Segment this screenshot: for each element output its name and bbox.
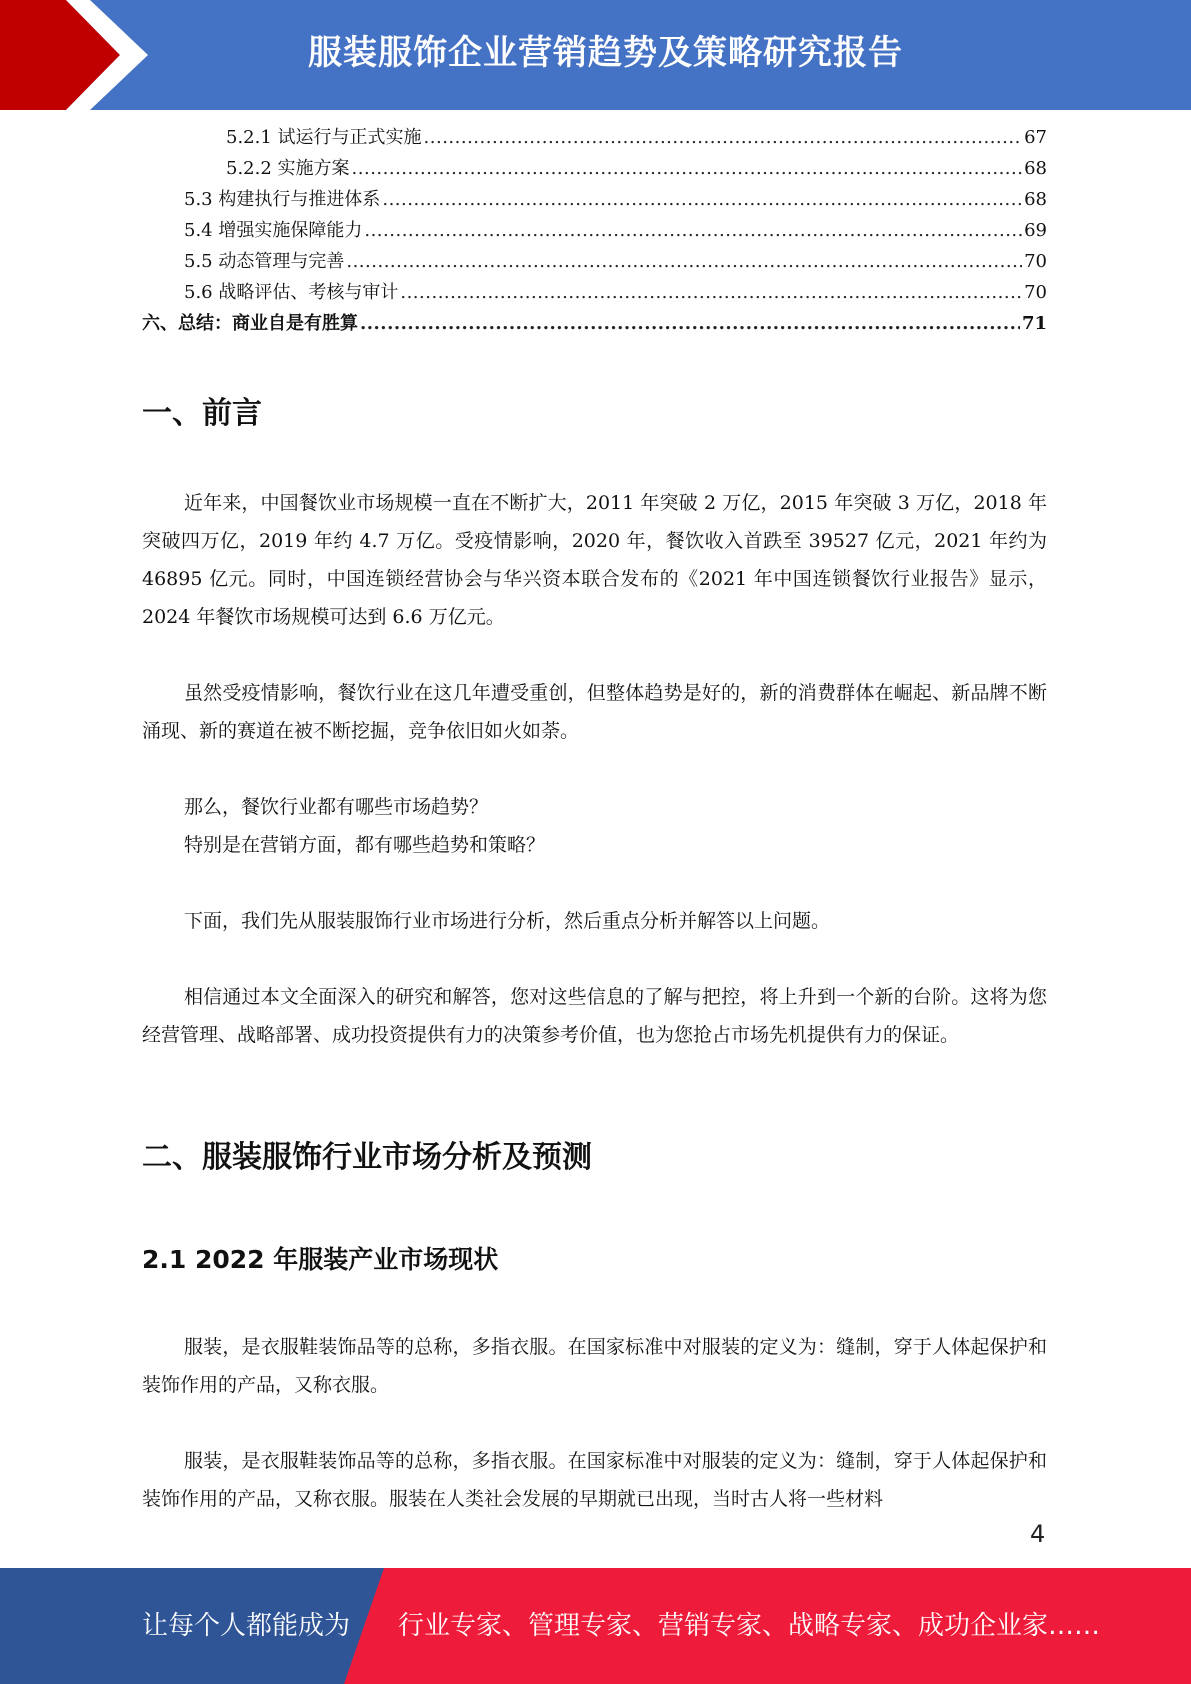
toc-entry-title: 5.4 增强实施保障能力 — [184, 220, 363, 241]
question-line: 特别是在营销方面，都有哪些趋势和策略？ — [184, 834, 546, 856]
table-of-contents — [142, 122, 1047, 339]
page-number: 4 — [1030, 1520, 1046, 1548]
toc-leader-dots — [360, 308, 1020, 339]
paragraph: 服装，是衣服鞋装饰品等的总称，多指衣服。在国家标准中对服装的定义为：缝制，穿于人体起保护和装饰作用的产品，又称衣服。服装在人类社会发展的早期就已出现，当时古人将一些材料 — [142, 1450, 1047, 1510]
toc-entry-title: 5.5 动态管理与完善 — [184, 251, 345, 272]
toc-entry-page: 70 — [1024, 282, 1047, 303]
toc-entry[interactable] — [142, 184, 1047, 215]
toc-entry-page: 68 — [1024, 158, 1047, 179]
toc-entry-title: 六、总结：商业自是有胜算 — [142, 313, 358, 334]
toc-leader-dots — [364, 215, 1022, 246]
toc-entry[interactable] — [142, 246, 1047, 277]
paragraph: 相信通过本文全面深入的研究和解答，您对这些信息的了解与把控，将上升到一个新的台阶。这将为您经营管理、战略部署、成功投资提供有力的决策参考价值，也为您抢占市场先机提供有力的保证。 — [142, 986, 1047, 1046]
toc-entry[interactable] — [142, 277, 1047, 308]
toc-leader-dots — [346, 246, 1022, 277]
paragraph: 服装，是衣服鞋装饰品等的总称，多指衣服。在国家标准中对服装的定义为：缝制，穿于人体起保护和装饰作用的产品，又称衣服。 — [142, 1336, 1047, 1396]
paragraph: 下面，我们先从服装服饰行业市场进行分析，然后重点分析并解答以上问题。 — [184, 910, 831, 932]
page-footer — [0, 1568, 1191, 1684]
toc-entry[interactable] — [142, 308, 1047, 339]
toc-entry[interactable] — [142, 215, 1047, 246]
question-line: 那么，餐饮行业都有哪些市场趋势？ — [184, 796, 489, 818]
section-heading-preface: 一、前言 — [142, 396, 262, 431]
toc-leader-dots — [382, 184, 1022, 215]
toc-entry-page: 71 — [1021, 313, 1047, 334]
toc-entry[interactable] — [142, 153, 1047, 184]
toc-entry-page: 69 — [1024, 220, 1047, 241]
toc-entry-title: 5.2.2 实施方案 — [226, 158, 350, 179]
subsection-heading: 2.1 2022 年服装产业市场现状 — [142, 1245, 499, 1274]
toc-leader-dots — [400, 277, 1022, 308]
footer-slogan-left: 让每个人都能成为 — [142, 1611, 351, 1641]
page-content — [142, 122, 1047, 1510]
report-title: 服装服饰企业营销趋势及策略研究报告 — [308, 33, 903, 73]
toc-entry-title: 5.3 构建执行与推进体系 — [184, 189, 381, 210]
footer-slogan-right: 行业专家、管理专家、营销专家、战略专家、成功企业家…… — [398, 1611, 1101, 1641]
toc-entry-title: 5.6 战略评估、考核与审计 — [184, 282, 399, 303]
section-heading-market-analysis: 二、服装服饰行业市场分析及预测 — [142, 1140, 592, 1175]
toc-entry-page: 68 — [1024, 189, 1047, 210]
toc-entry-page: 67 — [1024, 127, 1047, 148]
toc-entry-title: 5.2.1 试运行与正式实施 — [226, 127, 422, 148]
page-header — [0, 0, 1191, 110]
paragraph: 近年来，中国餐饮业市场规模一直在不断扩大，2011 年突破 2 万亿，2015 年突破 3 万亿，2018 年突破四万亿，2019 年约 4.7 万亿。受疫情影响，2020 年，餐饮收入首跌至 39527 亿元，2021 年约为 46895 亿元。同时，中国连锁经营协会与华兴资本联合发布的《2021 年中国连锁餐饮行业报告》显示，2024 年餐饮市场规模可达到 6.6 万亿元。 — [142, 492, 1047, 628]
toc-leader-dots — [352, 153, 1023, 184]
toc-entry[interactable] — [142, 122, 1047, 153]
toc-entry-page: 70 — [1024, 251, 1047, 272]
paragraph: 虽然受疫情影响，餐饮行业在这几年遭受重创，但整体趋势是好的，新的消费群体在崛起、新品牌不断涌现、新的赛道在被不断挖掘，竞争依旧如火如荼。 — [142, 682, 1047, 742]
toc-leader-dots — [424, 122, 1023, 153]
